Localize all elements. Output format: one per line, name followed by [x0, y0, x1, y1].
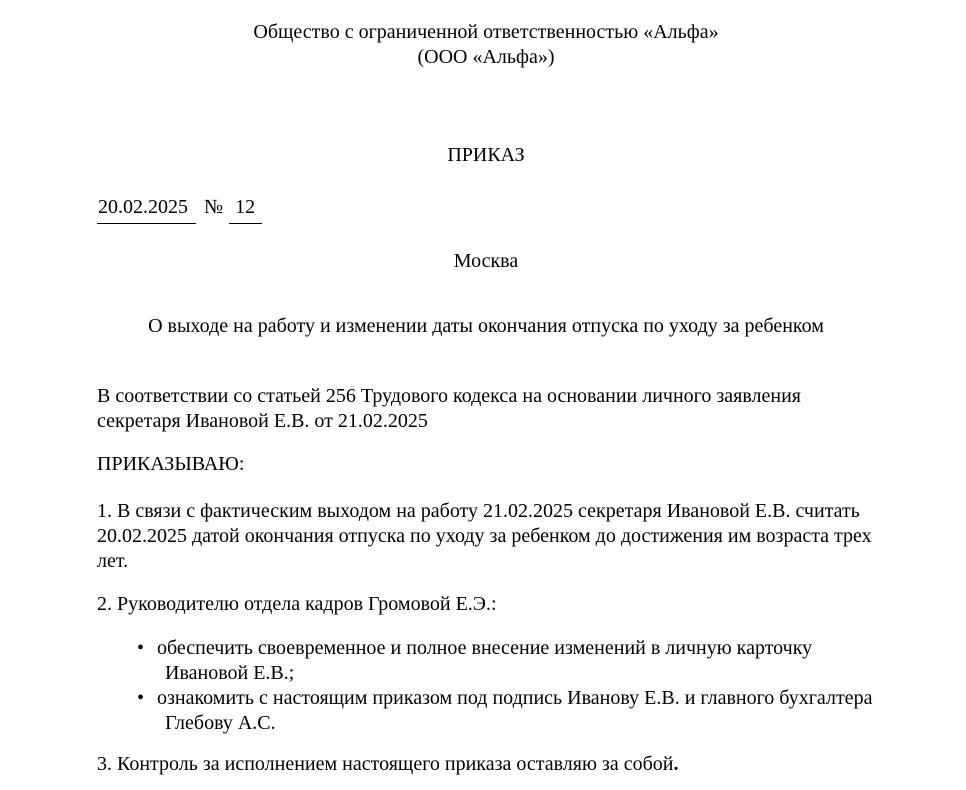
doc-title: ПРИКАЗ	[447, 144, 525, 166]
bullet-item	[97, 686, 875, 736]
bullet-dot-icon: •	[137, 687, 145, 709]
order-item-2-bullets	[97, 636, 875, 736]
doc-date: 20.02.2025	[97, 195, 196, 224]
date-number-row	[97, 195, 875, 224]
org-full-name: Общество с ограниченной ответственностью «Альфа»	[253, 21, 719, 43]
city: Москва	[453, 250, 519, 272]
order-item-3-period: .	[673, 753, 679, 775]
bullet-item-text: ознакомить с настоящим приказом под подпись Иванову Е.В. и главного бухгалтера Глебову А.С.	[157, 687, 873, 734]
order-item-3-text: 3. Контроль за исполнением настоящего приказа оставляю за собой	[97, 753, 674, 775]
document-page	[97, 0, 875, 777]
org-header	[97, 20, 875, 70]
subject-line: О выходе на работу и изменении даты окончания отпуска по уходу за ребенком	[148, 315, 824, 337]
order-item-2: 2. Руководителю отдела кадров Громовой Е.Э.:	[97, 593, 497, 615]
doc-number: 12	[229, 195, 262, 224]
bullet-item-text: обеспечить своевременное и полное внесение изменений в личную карточку Ивановой Е.В.;	[157, 637, 813, 684]
order-item-1: 1. В связи с фактическим выходом на работу 21.02.2025 секретаря Ивановой Е.В. считать 20.02.2025 датой окончания отпуска по уходу за ребенком до достижения им возраста трех лет.	[97, 500, 872, 572]
preamble: В соответствии со статьей 256 Трудового кодекса на основании личного заявления секретаря Ивановой Е.В. от 21.02.2025	[97, 385, 801, 432]
directive-word: ПРИКАЗЫВАЮ:	[97, 453, 245, 475]
order-item-3	[97, 752, 875, 777]
bullet-item	[97, 636, 875, 686]
bullet-dot-icon: •	[137, 637, 145, 659]
org-short-name: (ООО «Альфа»)	[417, 46, 555, 68]
number-sign: №	[204, 196, 224, 218]
